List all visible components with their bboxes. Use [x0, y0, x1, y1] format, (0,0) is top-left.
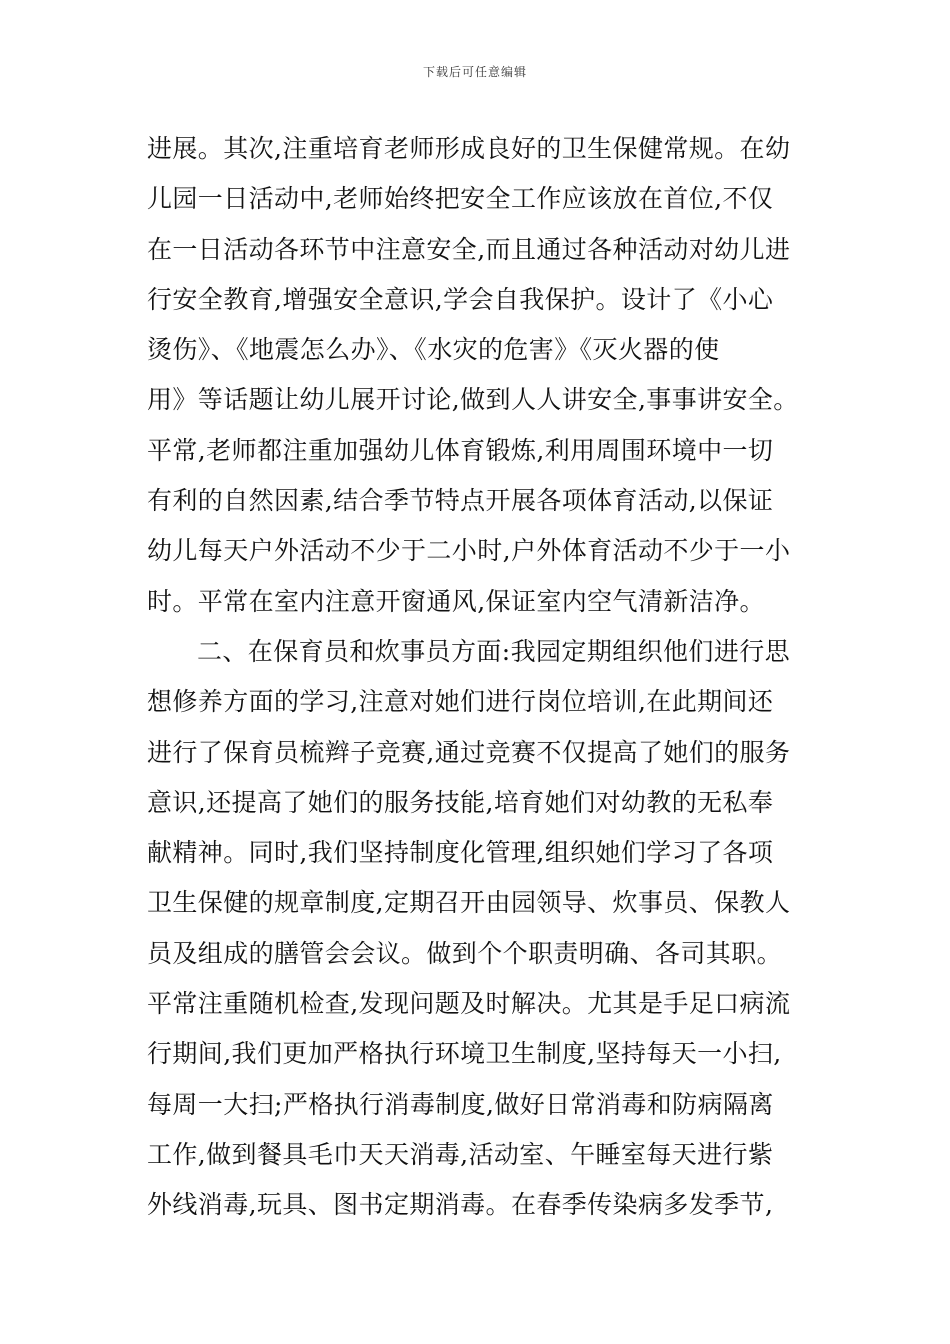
text-line: 儿园一日活动中,老师始终把安全工作应该放在首位,不仅 [147, 184, 774, 214]
text-line: 时。平常在室内注意开窗通风,保证室内空气清新洁净。 [147, 586, 765, 616]
text-line: 外线消毒,玩具、图书定期消毒。在春季传染病多发季节, [147, 1190, 774, 1220]
text-line: 烫伤》、《地震怎么办》、《水灾的危害》《灭火器的使 [147, 335, 720, 365]
text-line: 想修养方面的学习,注意对她们进行岗位培训,在此期间还 [147, 687, 774, 717]
page-header: 下载后可任意编辑 [422, 65, 527, 79]
text-line: 工作,做到餐具毛巾天天消毒,活动室、午睡室每天进行紫 [147, 1139, 774, 1169]
text-line: 行期间,我们更加严格执行环境卫生制度,坚持每天一小扫, [147, 1039, 782, 1069]
text-line: 卫生保健的规章制度,定期召开由园领导、炊事员、保教人 [147, 888, 791, 918]
text-line: 在一日活动各环节中注意安全,而且通过各种活动对幼儿进 [147, 234, 791, 264]
text-line: 进行了保育员梳辫子竞赛,通过竞赛不仅提高了她们的服务 [147, 737, 791, 767]
text-line: 平常注重随机检查,发现问题及时解决。尤其是手足口病流 [147, 989, 791, 1019]
text-line: 幼儿每天户外活动不少于二小时,户外体育活动不少于一小 [147, 536, 791, 566]
text-line: 意识,还提高了她们的服务技能,培育她们对幼教的无私奉 [147, 787, 774, 817]
paragraph-start-line: 二、在保育员和炊事员方面:我园定期组织他们进行思 [197, 636, 791, 666]
text-line: 员及组成的膳管会会议。做到个个职责明确、各司其职。 [147, 938, 783, 968]
text-line: 行安全教育,增强安全意识,学会自我保护。设计了《小心 [147, 284, 774, 314]
text-line: 有利的自然因素,结合季节特点开展各项体育活动,以保证 [147, 486, 774, 516]
document-body [147, 124, 827, 1231]
text-line: 每周一大扫;严格执行消毒制度,做好日常消毒和防病隔离 [147, 1089, 774, 1119]
text-line: 进展。其次,注重培育老师形成良好的卫生保健常规。在幼 [147, 134, 791, 163]
text-line: 献精神。同时,我们坚持制度化管理,组织她们学习了各项 [147, 838, 774, 868]
text-line: 用》等话题让幼儿展开讨论,做到人人讲安全,事事讲安全。 [147, 385, 799, 415]
text-line: 平常,老师都注重加强幼儿体育锻炼,利用周围环境中一切 [147, 435, 774, 465]
